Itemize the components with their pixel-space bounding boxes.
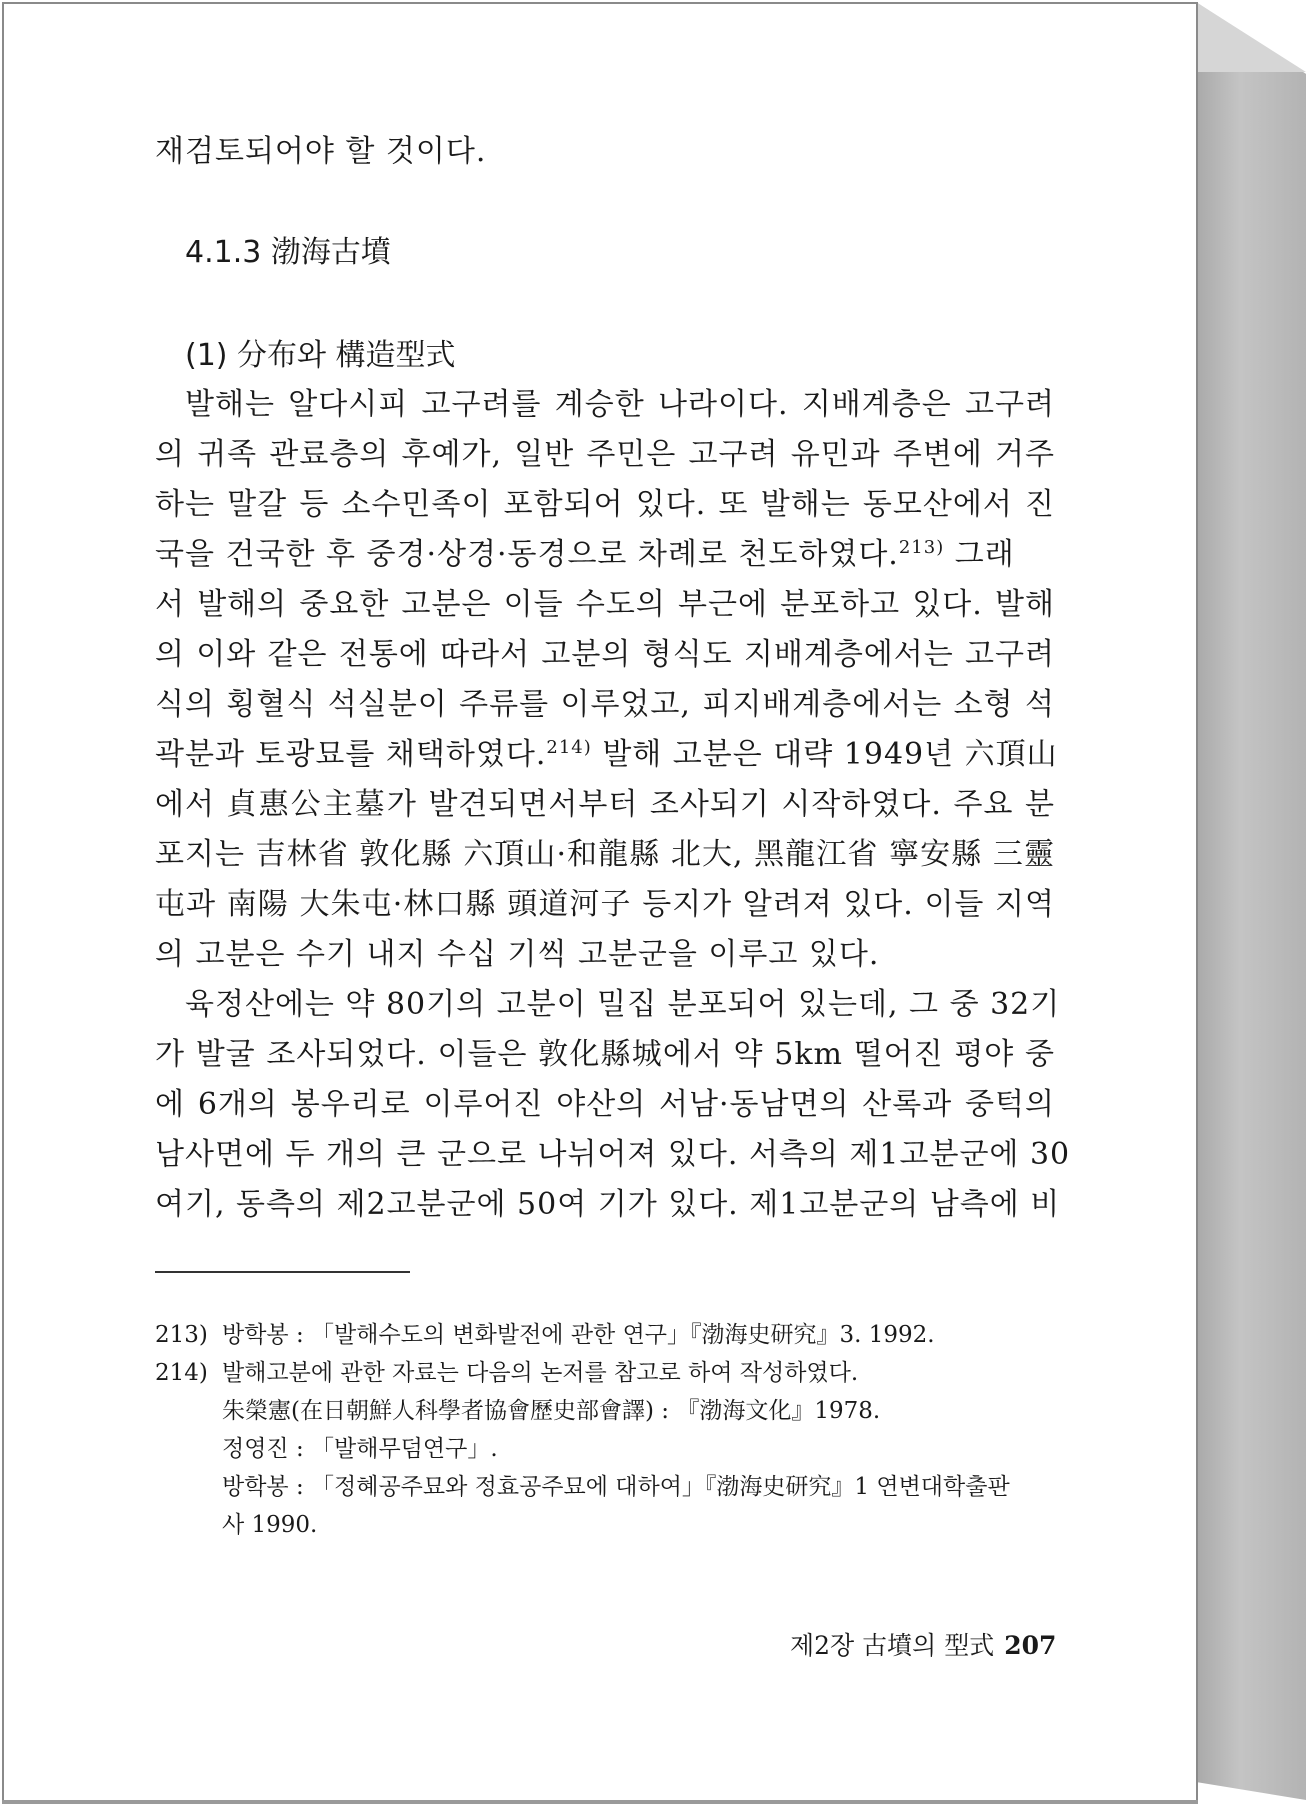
paragraph-line: 에 6개의 봉우리로 이루어진 야산의 서남·동남면의 산록과 중턱의 bbox=[155, 1087, 1055, 1122]
paragraph-line bbox=[155, 735, 1058, 775]
page-shadow bbox=[2, 1800, 1198, 1804]
page-number: 207 bbox=[1004, 1631, 1057, 1660]
paragraph-line: 의 이와 같은 전통에 따라서 고분의 형식도 지배계층에서는 고구려 bbox=[155, 637, 1055, 672]
paragraph-line: 屯과 南陽 大朱屯·林口縣 頭道河子 등지가 알려져 있다. 이들 지역 bbox=[155, 887, 1055, 922]
book-edge bbox=[1196, 2, 1306, 1800]
paragraph-line: 여기, 동측의 제2고분군에 50여 기가 있다. 제1고분군의 남측에 비 bbox=[155, 1187, 1061, 1222]
paragraph-line: 포지는 吉林省 敦化縣 六頂山·和龍縣 北大, 黑龍江省 寧安縣 三靈 bbox=[155, 837, 1055, 872]
paragraph-line: 의 귀족 관료층의 후예가, 일반 주민은 고구려 유민과 주변에 거주 bbox=[155, 437, 1055, 472]
paragraph-line: 육정산에는 약 80기의 고분이 밀집 분포되어 있는데, 그 중 32기 bbox=[185, 987, 1061, 1022]
footnote-number: 214) bbox=[155, 1360, 208, 1386]
footnote-text: 발해고분에 관한 자료는 다음의 논저를 참고로 하여 작성하였다. bbox=[222, 1360, 859, 1386]
paragraph-line: 식의 횡혈식 석실분이 주류를 이루었고, 피지배계층에서는 소형 석 bbox=[155, 687, 1055, 722]
running-footer bbox=[790, 1629, 1057, 1663]
book-top-edge bbox=[1196, 2, 1306, 72]
chapter-title: 제2장 古墳의 型式 bbox=[790, 1631, 995, 1660]
line-text: 곽분과 토광묘를 채택하였다. bbox=[155, 737, 547, 772]
footnote-ref-line: 사 1990. bbox=[222, 1512, 318, 1538]
line-tail: 그래 bbox=[954, 537, 1015, 572]
subsection-heading: (1) 分布와 構造型式 bbox=[185, 338, 456, 373]
footnote-ref-line: 朱榮憲(在日朝鮮人科學者協會歷史部會譯) : 『渤海文化』1978. bbox=[222, 1398, 881, 1424]
line-text: 국을 건국한 후 중경·상경·동경으로 차례로 천도하였다. bbox=[155, 537, 899, 572]
footnote-number: 213) bbox=[155, 1322, 208, 1348]
paragraph-line: 가 발굴 조사되었다. 이들은 敦化縣城에서 약 5km 떨어진 평야 중 bbox=[155, 1037, 1055, 1072]
footnote-ref-line: 정영진 : 「발해무덤연구」. bbox=[222, 1436, 498, 1462]
paragraph-line: 하는 말갈 등 소수민족이 포함되어 있다. 또 발해는 동모산에서 진 bbox=[155, 487, 1055, 522]
footnote-ref-213: 213) bbox=[898, 537, 945, 558]
paragraph-line: 의 고분은 수기 내지 수십 기씩 고분군을 이루고 있다. bbox=[155, 937, 880, 972]
footnote-divider bbox=[155, 1271, 410, 1273]
paragraph-line: 에서 貞惠公主墓가 발견되면서부터 조사되기 시작하였다. 주요 분 bbox=[155, 787, 1055, 822]
paragraph-line bbox=[155, 535, 1055, 575]
paragraph-line: 남사면에 두 개의 큰 군으로 나뉘어져 있다. 서측의 제1고분군에 30 bbox=[155, 1137, 1071, 1172]
footnote-text: 방학봉 : 「발해수도의 변화발전에 관한 연구」『渤海史研究』3. 1992. bbox=[222, 1322, 935, 1348]
top-line: 재검토되어야 할 것이다. bbox=[155, 134, 487, 169]
paragraph-line: 서 발해의 중요한 고분은 이들 수도의 부근에 분포하고 있다. 발해 bbox=[155, 587, 1055, 622]
footnote-ref-214: 214) bbox=[546, 737, 592, 758]
line-tail: 발해 고분은 대략 1949년 六頂山 bbox=[602, 737, 1058, 772]
section-heading: 4.1.3 渤海古墳 bbox=[185, 235, 391, 270]
paragraph-line: 발해는 알다시피 고구려를 계승한 나라이다. 지배계층은 고구려 bbox=[185, 387, 1055, 422]
footnote-ref-line: 방학봉 : 「정혜공주묘와 정효공주묘에 대하여」『渤海史研究』1 연변대학출판 bbox=[222, 1474, 1010, 1500]
